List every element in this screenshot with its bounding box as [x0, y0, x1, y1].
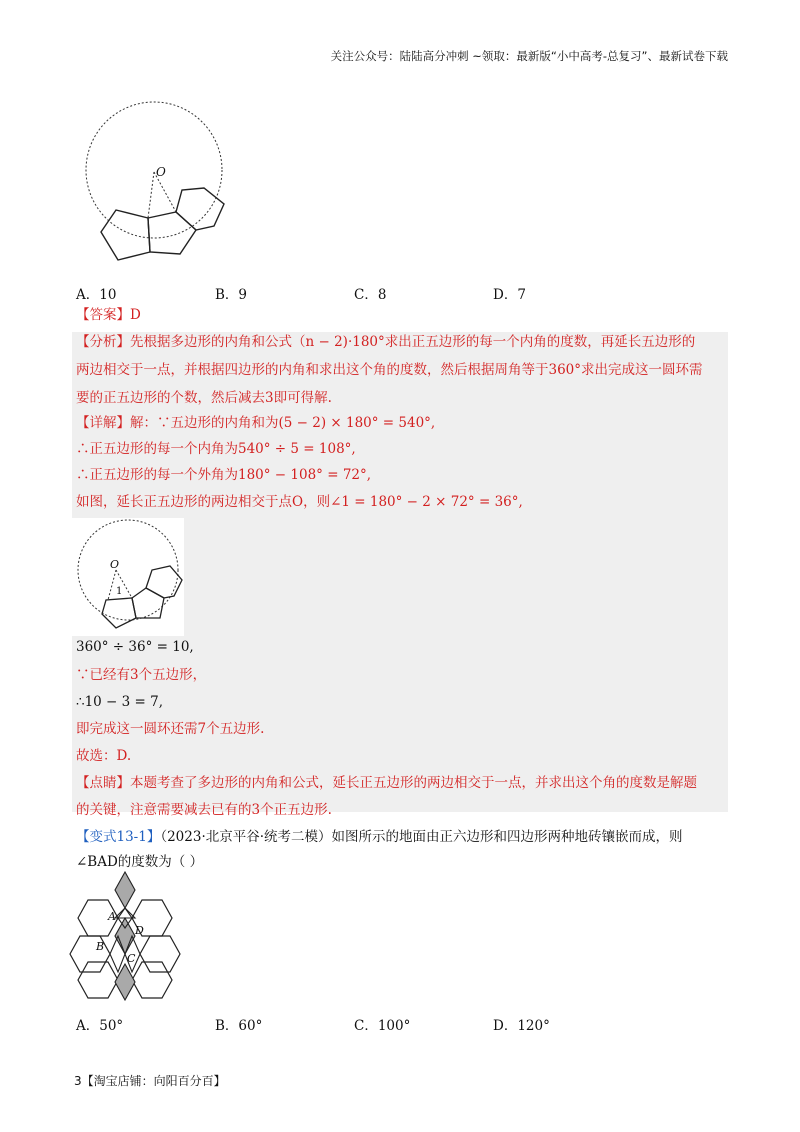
analysis-line-2: 两边相交于一点，并根据四边形的内角和求出这个角的度数，然后根据周角等于360°求出完成这一圆环需 [76, 362, 703, 378]
figure3-label-A: A [108, 910, 116, 923]
answer-tag: 【答案】 [76, 307, 130, 323]
detail-line-9: 故选：D. [76, 748, 132, 764]
shaded-rhombus-bottom [115, 964, 135, 1000]
choice-c[interactable]: C．100° [354, 1018, 411, 1034]
answer-value: D [130, 307, 141, 323]
detail-line-3: ∴正五边形的每一个外角为180° − 108° = 72°, [76, 467, 372, 483]
figure3-label-B: B [96, 940, 105, 953]
variant-line-1 [76, 826, 683, 848]
detail-line-6: ∵已经有3个五边形， [76, 667, 207, 683]
figure3-label-D: D [135, 924, 144, 937]
choice-d[interactable]: D．120° [493, 1018, 550, 1034]
figure-pentagon-ring [76, 92, 236, 272]
comment-line-2: 的关键，注意需要减去已有的3个正五边形. [76, 802, 332, 818]
detail-line-5: 360° ÷ 36° = 10, [76, 639, 194, 655]
detail-line-4: 如图，延长正五边形的两边相交于点O，则∠1 = 180° − 2 × 72° = 36°, [76, 494, 523, 510]
choice-b[interactable]: B．9 [215, 287, 248, 303]
choice-c[interactable]: C．8 [354, 287, 387, 303]
variant-tag: 【变式13-1】 [76, 829, 161, 845]
variant-text-1: （2023·北京平谷·统考二模）如图所示的地面由正六边形和四边形两种地砖镶嵌而成，则 [160, 829, 683, 845]
analysis-tag: 【分析】 [76, 334, 130, 350]
variant-line-2: ∠BAD的度数为（ ） [76, 854, 204, 870]
shaded-rhombus-top [115, 872, 135, 908]
detail-line-1 [76, 412, 435, 434]
choice-b[interactable]: B．60° [215, 1018, 263, 1034]
detail-line-8: 即完成这一圆环还需7个五边形. [76, 721, 265, 737]
analysis-text-1: 先根据多边形的内角和公式（n − 2)·180°求出正五边形的每一个内角的度数，再延长五边形的 [130, 334, 696, 350]
page-header: 关注公众号：陆陆高分冲刺 ~领取：最新版“小中高考-总复习”、最新试卷下载 [330, 49, 728, 63]
figure1-label-O: O [156, 165, 166, 179]
choice-a[interactable]: A．10 [76, 287, 117, 303]
comment-line-1 [76, 772, 697, 794]
figure-pentagon-ring-angle [72, 518, 184, 636]
detail-line-2: ∴正五边形的每一个内角为540° ÷ 5 = 108°, [76, 441, 356, 457]
choice-a[interactable]: A．50° [76, 1018, 124, 1034]
comment-tag: 【点睛】 [76, 775, 130, 791]
comment-text-1: 本题考查了多边形的内角和公式，延长正五边形的两边相交于一点，并求出这个角的度数是解题 [130, 775, 697, 791]
figure-hexagon-tiling [70, 872, 180, 1006]
question2-choices [76, 1014, 636, 1034]
analysis-line-1 [76, 331, 695, 353]
question1-choices [76, 283, 636, 303]
answer-line [76, 304, 141, 326]
detail-line-7: ∴10 − 3 = 7, [76, 694, 164, 710]
figure3-label-C: C [127, 952, 136, 965]
analysis-line-3: 要的正五边形的个数，然后减去3即可得解. [76, 390, 332, 406]
figure2-label-O: O [110, 558, 120, 571]
page-footer: 3【淘宝店铺：向阳百分百】 [74, 1074, 226, 1088]
figure2-label-1: 1 [116, 586, 123, 597]
choice-d[interactable]: D．7 [493, 287, 526, 303]
detail-text-1: 解：∵五边形的内角和为(5 − 2) × 180° = 540°, [130, 415, 436, 431]
detail-tag: 【详解】 [76, 415, 130, 431]
